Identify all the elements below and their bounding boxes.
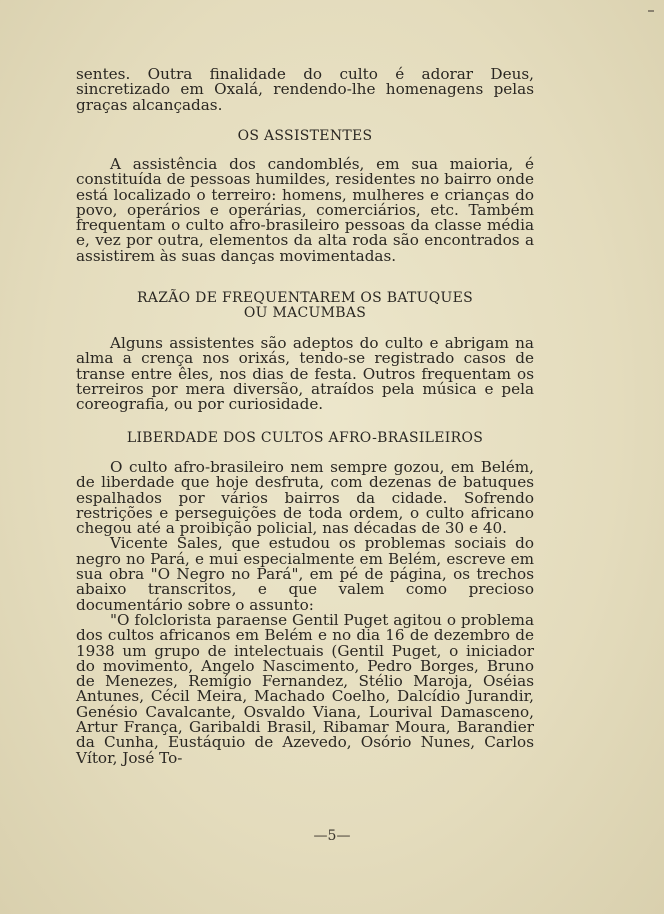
page-number: —5— [313, 828, 351, 844]
intro-text [76, 67, 534, 113]
section-heading-razao-line1: RAZÃO DE FREQUENTAREM OS BATUQUES [136, 290, 474, 306]
scan-mark [648, 10, 654, 12]
quote-paragraph: "O folclorista paraense Gentil Puget agitou o problema dos cultos africanos em Belém e no dia 16 de dezembro de 1938 um grupo de intelectuais (Gentil Puget, o iniciador do movimento, Angelo Nascimento, Pedro Borges, Bruno de Menezes, Remígio Fernandez, Stélio Maroja, Oséias Antunes, Cécil Meira, Machado Coelho, Dalcídio Jurandir, Genésio Cavalcante, Osvaldo Viana, Lourival Damasceno, Artur França, Garibaldi Brasil, Ribamar Moura, Barandier da Cunha, Eustáquio de Azevedo, Osório Nunes, Carlos Vítor, José To- [76, 610, 534, 767]
paragraph: O culto afro-brasileiro nem sempre gozou, em Belém, de liberdade que hoje desfruta, com dezenas de batuques espalhados por vários bairros da cidade. Sofrendo restrições e perseguições de toda ordem, o culto africano chegou até a proibição policial, nas décadas de 30 e 40. [76, 458, 534, 538]
intro-paragraph: sentes. Outra finalidade do culto é adorar Deus, sincretizado em Oxalá, rendendo-lhe homenagens pelas graças alcançadas. [76, 65, 534, 114]
section-heading-razao-line2: OU MACUMBAS [243, 305, 367, 321]
section-body-assistentes [76, 157, 534, 264]
section-heading-liberdade: LIBERDADE DOS CULTOS AFRO-BRASILEIROS [126, 430, 484, 446]
paragraph: Alguns assistentes são adeptos do culto e abrigam na alma a crença nos orixás, tendo-se registrado casos de transe entre êles, nos dias de festa. Outros frequentam os terreiros por mera diversão, atraídos pela música e pela coreografia, ou por curiosidade. [76, 334, 534, 414]
section-body-razao [76, 336, 534, 412]
paragraph: A assistência dos candomblés, em sua maioria, é constituída de pessoas humildes, residentes no bairro onde está localizado o terreiro: homens, mulheres e crianças do povo, operários e operárias, comerciários, etc. Também frequentam o culto afro-brasileiro pessoas da classe média e, vez por outra, elementos da alta roda são encontrados a assistirem às suas danças movimentadas. [76, 155, 534, 265]
section-body-liberdade [76, 460, 534, 766]
paragraph: Vicente Sales, que estudou os problemas sociais do negro no Pará, e mui especialmente em Belém, escreve em sua obra "O Negro no Pará", em pé de página, os trechos abaixo transcritos, e que valem como precioso documentário sobre o assunto: [76, 534, 534, 614]
section-heading-assistentes: OS ASSISTENTES [237, 128, 373, 144]
